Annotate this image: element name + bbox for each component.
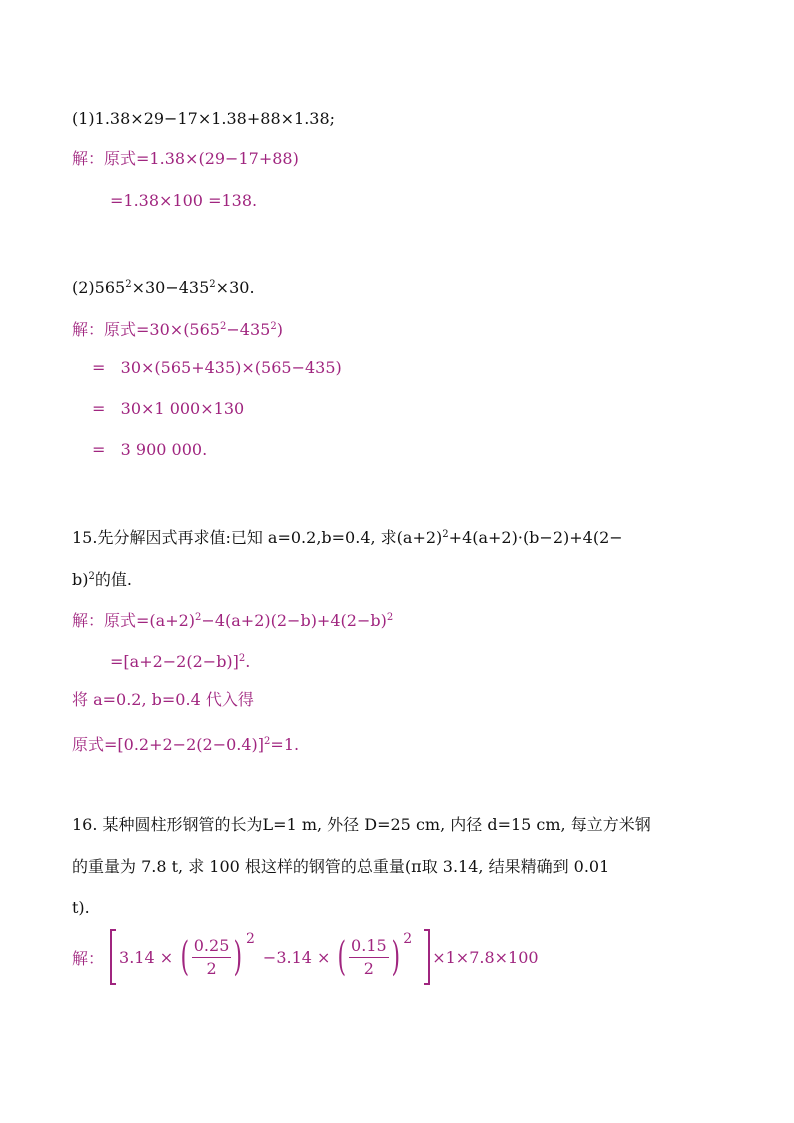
solution-15-line-2: $=[a+2-2(2-b)]^2$. <box>110 652 251 671</box>
solution-1-step-2: =1.38×100 =138. <box>110 191 258 210</box>
fraction-1: $\frac{0.25}{2}$ <box>193 935 230 978</box>
solution-1-line-1 <box>72 148 299 170</box>
fraction-2: $\frac{0.15}{2}$ <box>351 935 387 978</box>
solution-label: 解： <box>72 948 105 968</box>
problem-16-line-2: 的重量为 7.8 t, 求 100 根这样的钢管的总重量(π取 3.14, 结果精确到 0.01 <box>72 857 610 876</box>
problem-16-line-1: 16. 某种圆柱形钢管的长为L=1 m, 外径 D=25 cm, 内径 d=15 cm, 每立方米钢 <box>72 815 651 834</box>
solution-2-step-3: = 30×1 000×130 <box>92 399 245 418</box>
solution-label: 解： <box>72 149 105 168</box>
problem-15-line-1: 15.先分解因式再求值:已知 a=0.2,b=0.4, 求$(a+2)^2+4(a+2)\cdot(b-2)+4(2-$ <box>72 528 623 547</box>
right-paren: ) <box>391 934 400 980</box>
problem-15-line-2: b)$^2$的值. <box>72 570 132 589</box>
left-paren: ( <box>180 934 190 980</box>
right-paren: ) <box>233 934 243 980</box>
left-paren: ( <box>337 934 347 980</box>
solution-2-line-1: 解：原式$=30\times(565^2-435^2)$ <box>72 320 283 339</box>
solution-2-step-4: = 3 900 000. <box>92 440 208 459</box>
solution-16-formula: 解： 3.14 × ( $\frac{0.25}{2}$ ) 2 −3.14 × ( $\frac{0.15}{2}$ ) 2 ×1×7.8×100 <box>72 925 539 989</box>
solution-15-line-1: 解：原式$=(a+2)^2-4(a+2)(2-b)+4(2-b)^2$ <box>72 611 394 630</box>
problem-16-line-3: t). <box>72 898 90 917</box>
solution-2-step-2: = 30×(565+435)×(565−435) <box>92 358 342 377</box>
problem-1-text: (1)1.38×29−17×1.38+88×1.38; <box>72 109 336 128</box>
solution-1-step-1: 原式=1.38×(29−17+88) <box>104 149 299 168</box>
left-square-bracket <box>110 929 116 985</box>
solution-15-result: 原式$=[0.2+2-2(2-0.4)]^2=1$. <box>72 735 300 754</box>
solution-label: 解： <box>72 320 105 339</box>
problem-2-text: $(2)565^2\times 30-435^2\times 30$. <box>72 278 255 297</box>
right-square-bracket <box>424 929 430 985</box>
solution-15-substitution: 将 a=0.2, b=0.4 代入得 <box>72 690 254 709</box>
solution-label: 解： <box>72 611 105 630</box>
